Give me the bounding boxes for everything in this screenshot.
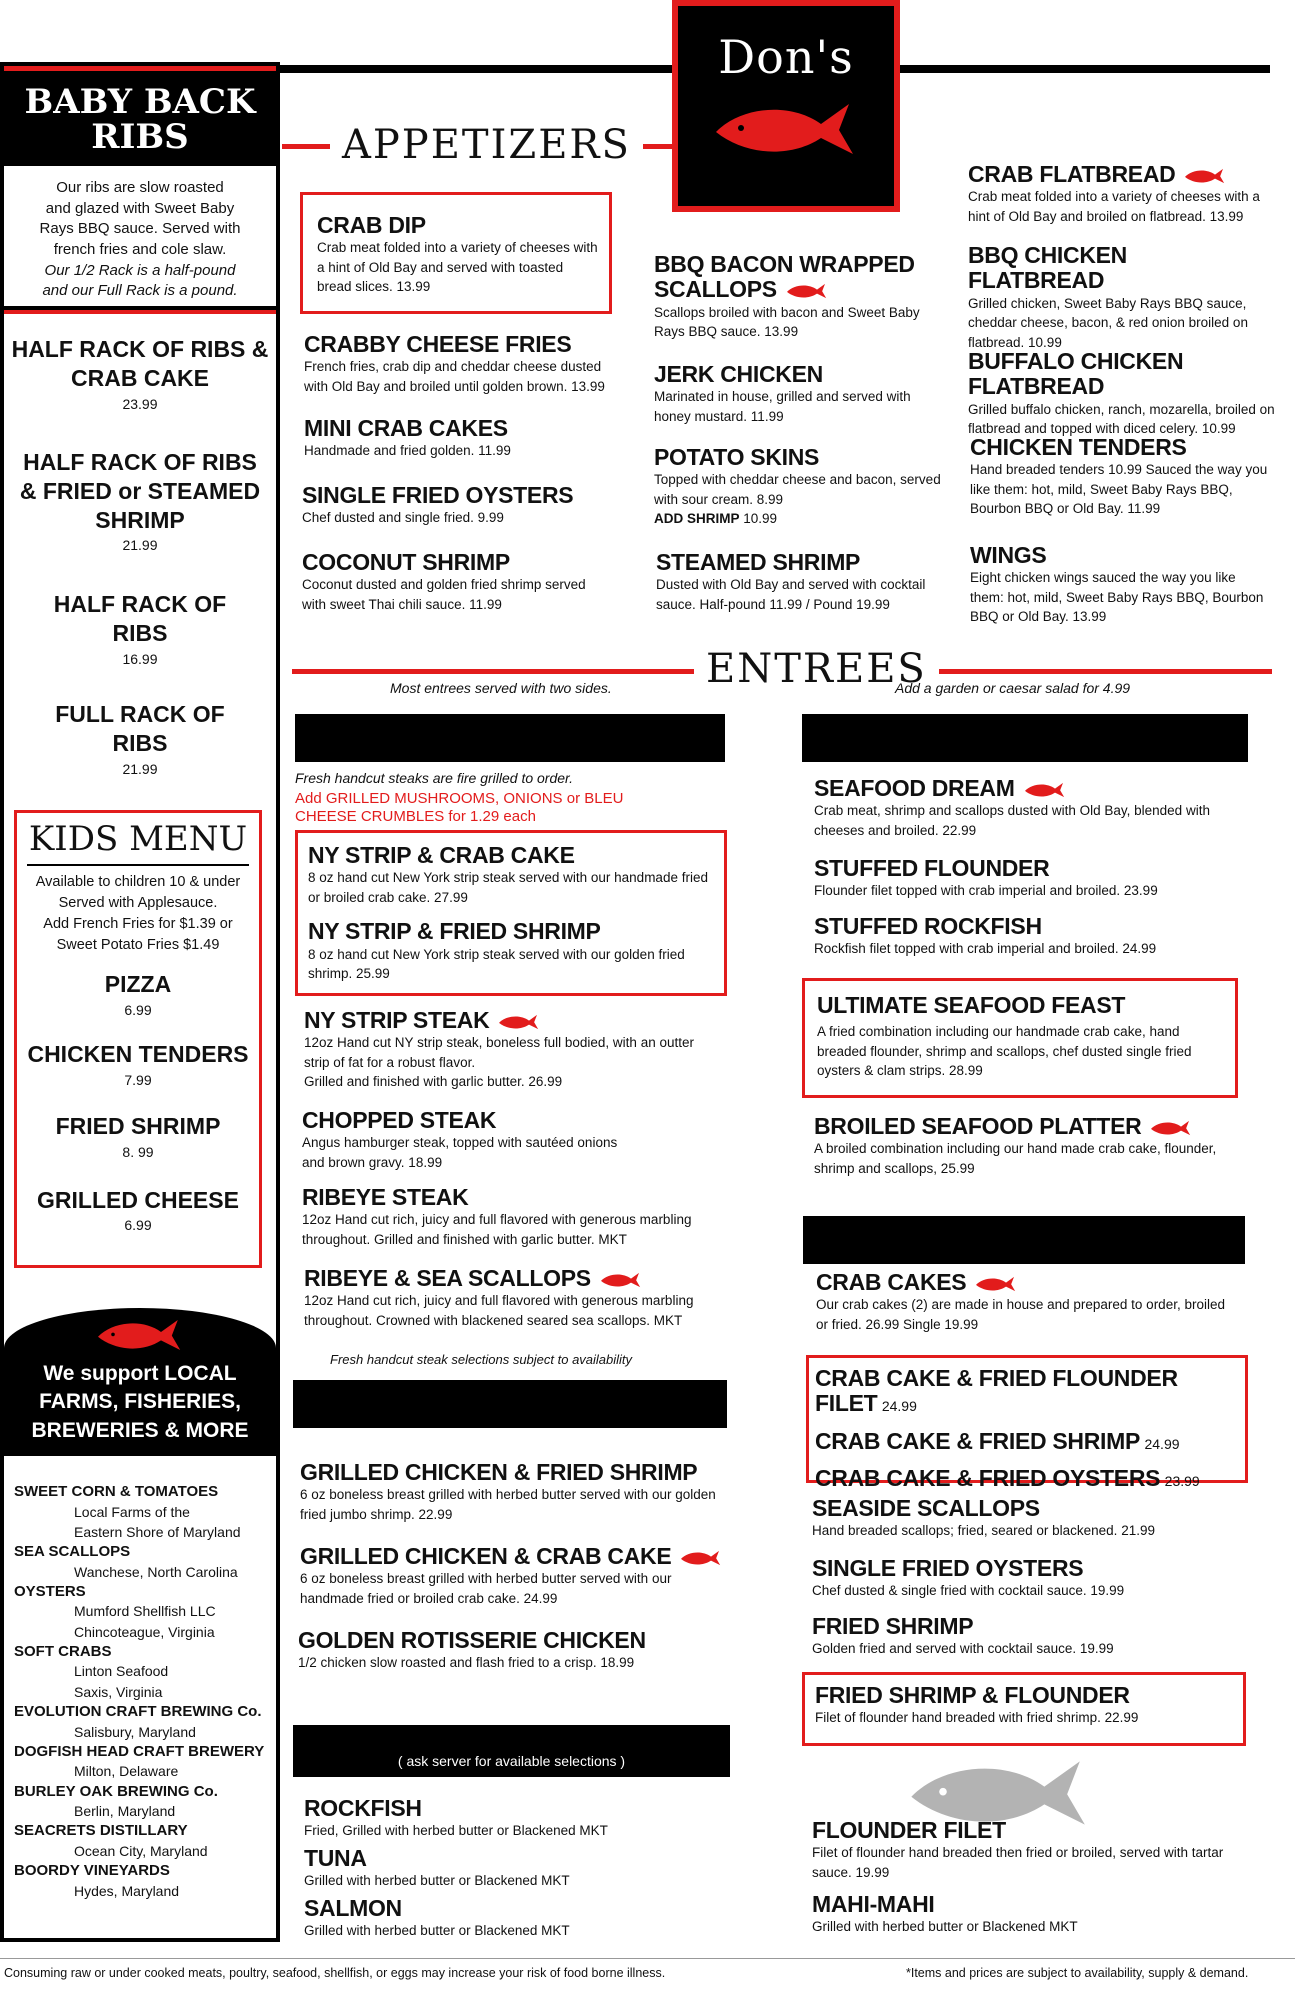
item-desc: Marinated in house, grilled and served with honey mustard. 11.99 [654, 389, 911, 424]
crab-bar [803, 1216, 1245, 1264]
extra-price: 10.99 [743, 511, 778, 527]
item-name: NY STRIP & FRIED SHRIMP [308, 918, 601, 945]
item-name: FRIED SHRIMP & FLOUNDER [815, 1682, 1130, 1708]
appetizer-item [654, 445, 944, 529]
item-desc: 6 oz boneless breast grilled with herbed butter served with our golden fried jumbo shrimp. 22.99 [300, 1487, 716, 1522]
ribs-description [10, 178, 270, 302]
farm-item [14, 1482, 276, 1542]
appetizer-item [968, 349, 1288, 439]
farm-name: SEACRETS DISTILLARY [14, 1822, 188, 1840]
item-desc: 6 oz boneless breast grilled with herbed butter served with our handmade fried or broiled crab cake. 24.99 [300, 1571, 672, 1606]
item-name: FLOUNDER FILET [812, 1817, 1006, 1843]
item-name: SALMON [304, 1895, 402, 1921]
steak-item [304, 1008, 704, 1092]
entrees-note-left: Most entrees served with two sides. [390, 680, 612, 696]
item-name: STUFFED FLOUNDER [814, 855, 1050, 881]
fish-icon [599, 1270, 643, 1290]
item-name: BUFFALO CHICKEN FLATBREAD [968, 348, 1184, 400]
rib-item-price: 23.99 [122, 395, 158, 412]
chicken-item [300, 1460, 730, 1524]
item-name: STUFFED ROCKFISH [814, 913, 1042, 939]
seafood-item [814, 914, 1234, 959]
rib-item [10, 335, 270, 412]
farm-item [14, 1821, 276, 1861]
kids-item-price: 7.99 [124, 1071, 152, 1088]
footer-left: Consuming raw or under cooked meats, poultry, seafood, shellfish, or eggs may increase your risk of food borne illness. [4, 1966, 666, 1980]
farm-name: DOGFISH HEAD CRAFT BREWERY [14, 1742, 265, 1760]
appetizer-item [968, 162, 1268, 226]
rib-item-name-3: SHRIMP [95, 506, 185, 533]
item-desc: 8 oz hand cut New York strip steak served with our handmade fried or broiled crab cake. 27.99 [308, 870, 708, 905]
steak-item [302, 1185, 722, 1249]
crab-dip-box [300, 192, 612, 314]
ribs-desc-2: and glazed with Sweet Baby [45, 199, 235, 217]
crab-combo-box [806, 1355, 1248, 1491]
item-desc-2: Grilled and finished with garlic butter. 26.99 [304, 1074, 563, 1090]
item-name: FRIED SHRIMP [812, 1613, 974, 1639]
seafood-item [812, 1892, 1232, 1937]
farm-location: Eastern Shore of Maryland [74, 1523, 241, 1540]
item-name-text: CRAB FLATBREAD [968, 161, 1176, 187]
farm-location: Mumford Shellfish LLC [74, 1603, 216, 1620]
appetizer-item [302, 483, 624, 528]
farm-location: Milton, Delaware [74, 1763, 179, 1780]
farm-item [14, 1742, 276, 1782]
feast-box [802, 978, 1238, 1098]
farm-name: OYSTERS [14, 1582, 86, 1600]
farm-location: Ocean City, Maryland [74, 1842, 208, 1859]
seafood-item [812, 1496, 1232, 1541]
item-name: CHOPPED STEAK [302, 1107, 497, 1133]
item-desc: 8 oz hand cut New York strip steak served with our golden fried shrimp. 25.99 [308, 946, 685, 982]
item-desc: Golden fried and served with cocktail sauce. 19.99 [812, 1641, 1114, 1657]
item-desc: A broiled combination including our hand made crab cake, flounder, shrimp and scallops, 25.99 [814, 1141, 1217, 1176]
item-extra [654, 509, 944, 529]
fish-icon [1149, 1118, 1193, 1138]
item-desc: Rockfish filet topped with crab imperial and broiled. 24.99 [814, 941, 1157, 957]
kids-item-name: PIZZA [104, 971, 172, 998]
steak-footer: Fresh handcut steak selections subject to availability [330, 1352, 633, 1367]
fish-icon [497, 1012, 541, 1032]
appetizer-item [970, 543, 1270, 627]
farm-name: SEA SCALLOPS [14, 1543, 131, 1561]
ribs-desc-6: and our Full Rack is a pound. [42, 282, 238, 300]
item-name: ULTIMATE SEAFOOD FEAST [817, 992, 1126, 1018]
item-desc: Chef dusted and single fried. 9.99 [302, 510, 504, 526]
appetizer-item [968, 243, 1268, 352]
shrimp-flounder-box [802, 1672, 1246, 1746]
ribs-desc-3: Rays BBQ sauce. Served with [39, 220, 241, 238]
fish-icon [974, 1274, 1018, 1294]
kids-title: KIDS MENU [28, 819, 248, 859]
rib-item-name-2: RIBS [112, 729, 168, 756]
item-desc: Crab meat, shrimp and scallops dusted with Old Bay, blended with cheeses and broiled. 22.99 [814, 803, 1210, 838]
local-line-3: BREWERIES & MORE [31, 1418, 249, 1442]
farm-location: Linton Seafood [74, 1663, 169, 1680]
ribs-title-1: BABY BACK [24, 82, 256, 122]
rib-item-name-2: CRAB CAKE [71, 364, 209, 391]
farm-name: SOFT CRABS [14, 1642, 112, 1660]
item-name [654, 252, 944, 303]
item-desc: Scallops broiled with bacon and Sweet Baby Rays BBQ sauce. 13.99 [654, 304, 920, 340]
rib-item-name-1: FULL RACK OF [55, 701, 225, 727]
steak-item [308, 919, 716, 983]
appetizer-item [304, 416, 626, 461]
item-name: CRAB CAKE & FRIED OYSTERS [815, 1464, 1161, 1491]
kids-desc-4: Sweet Potato Fries $1.49 [56, 937, 220, 954]
seafood-item [812, 1556, 1232, 1601]
fish-icon [785, 281, 829, 301]
farm-location: Local Farms of the [74, 1503, 190, 1520]
item-name: POTATO SKINS [654, 444, 820, 470]
seafood-item [812, 1614, 1232, 1659]
kids-item-name: FRIED SHRIMP [55, 1112, 221, 1139]
item-desc: French fries, crab dip and cheddar cheese dusted with Old Bay and broiled until golden brown. 13.99 [304, 359, 605, 394]
appetizer-item [970, 435, 1270, 519]
kids-item [17, 1112, 259, 1160]
appetizer-item [302, 550, 612, 614]
local-line-1: We support LOCAL [43, 1362, 237, 1385]
kids-item-name: CHICKEN TENDERS [27, 1041, 249, 1068]
farm-item [14, 1702, 276, 1742]
farm-item [14, 1861, 276, 1901]
item-name: GOLDEN ROTISSERIE CHICKEN [298, 1627, 646, 1653]
item-desc: Our crab cakes (2) are made in house and prepared to order, broiled or fried. 26.99 Single 19.99 [816, 1297, 1225, 1332]
item-desc: Grilled with herbed butter or Blackened MKT [304, 1873, 570, 1889]
item-name: GRILLED CHICKEN & FRIED SHRIMP [300, 1459, 698, 1485]
chicken-item [300, 1544, 730, 1608]
steak-combo-box [295, 830, 727, 996]
ribs-title-2: RIBS [91, 117, 189, 157]
appetizer-item [654, 362, 944, 426]
item-price: 24.99 [1144, 1435, 1180, 1452]
entrees-note-right: Add a garden or caesar salad for 4.99 [895, 680, 1131, 696]
item-name: MINI CRAB CAKES [304, 415, 508, 441]
item-price: 24.99 [881, 1398, 917, 1415]
logo [672, 0, 900, 212]
item-name: SINGLE FRIED OYSTERS [302, 482, 574, 508]
item-name: SEASIDE SCALLOPS [812, 1495, 1040, 1521]
item-name: NY STRIP & CRAB CAKE [308, 842, 575, 868]
farm-location: Saxis, Virginia [74, 1683, 163, 1700]
farm-item [14, 1642, 276, 1702]
ribs-desc-4: french fries and cole slaw. [53, 241, 227, 259]
kids-item-price: 6.99 [124, 1217, 152, 1234]
item-name: CRAB CAKE & FRIED SHRIMP [815, 1427, 1141, 1454]
item-name [816, 1270, 1236, 1295]
farm-item [14, 1582, 276, 1642]
rib-item-name-1: HALF RACK OF [53, 591, 227, 617]
item-desc: 12oz Hand cut rich, juicy and full flavored with generous marbling throughout. Crowned with blackened seared sea scallops. MKT [304, 1293, 694, 1328]
appetizer-item [654, 252, 944, 342]
farm-item [14, 1542, 276, 1582]
chicken-bar [293, 1380, 727, 1428]
steak-addon: Add GRILLED MUSHROOMS, ONIONS or BLEU CHEESE CRUMBLES for 1.29 each [295, 790, 624, 825]
farm-name: EVOLUTION CRAFT BREWING Co. [14, 1703, 262, 1721]
farm-list [14, 1482, 276, 1901]
item-desc: Grilled buffalo chicken, ranch, mozarella, broiled on flatbread and topped with diced celery. 10.99 [968, 401, 1275, 437]
footer-rule [0, 1958, 1295, 1959]
rib-item [10, 590, 270, 667]
combo-item [815, 1366, 1239, 1417]
logo-text: Don's [718, 30, 854, 84]
seafood-item [816, 1270, 1236, 1334]
ribs-header [4, 66, 276, 166]
rib-item [10, 700, 270, 777]
item-desc: 12oz Hand cut NY strip steak, boneless full bodied, with an outter strip of fat for a robust flavor. [304, 1035, 694, 1070]
fish-icon [679, 1548, 723, 1568]
item-name: CHICKEN TENDERS [970, 434, 1187, 460]
fish-icon [95, 1314, 185, 1356]
kids-desc-3: Add French Fries for $1.39 or [43, 916, 233, 933]
item-name-text: CRAB CAKES [816, 1269, 967, 1295]
kids-menu [14, 810, 262, 1268]
rib-item-price: 21.99 [122, 760, 158, 777]
farm-location: Hydes, Maryland [74, 1882, 180, 1899]
item-name [814, 776, 1234, 801]
rib-item-name-1: HALF RACK OF RIBS [23, 449, 257, 475]
farm-name: BOORDY VINEYARDS [14, 1862, 170, 1880]
extra-label: ADD SHRIMP [654, 511, 740, 527]
fish-icon [1023, 780, 1067, 800]
kids-item [17, 1040, 259, 1088]
item-name: BBQ CHICKEN FLATBREAD [968, 242, 1127, 294]
fish-item [304, 1846, 724, 1891]
item-desc: Fried, Grilled with herbed butter or Blackened MKT [304, 1823, 608, 1839]
item-desc: 1/2 chicken slow roasted and flash fried to a crisp. 18.99 [298, 1655, 635, 1671]
item-name-text: NY STRIP STEAK [304, 1007, 490, 1033]
item-desc: Flounder filet topped with crab imperial and broiled. 23.99 [814, 883, 1158, 899]
item-desc: Filet of flounder hand breaded then fried or broiled, served with tartar sauce. 19.99 [812, 1845, 1224, 1880]
item-name: ROCKFISH [304, 1795, 422, 1821]
appetizer-item [304, 332, 626, 396]
item-name: TUNA [304, 1845, 367, 1871]
fish-icon [1183, 166, 1227, 186]
rib-item [10, 448, 270, 553]
kids-desc-2: Served with Applesauce. [58, 895, 218, 912]
item-name: CRABBY CHEESE FRIES [304, 331, 572, 357]
item-name-text: BROILED SEAFOOD PLATTER [814, 1113, 1142, 1139]
steak-item [302, 1108, 632, 1172]
rib-item-name-2: RIBS [112, 619, 168, 646]
item-desc: Eight chicken wings sauced the way you like them: hot, mild, Sweet Baby Rays BBQ, Bourbon BBQ or Old Bay. 13.99 [970, 570, 1264, 625]
kids-desc-1: Available to children 10 & under [35, 874, 241, 891]
farm-name: BURLEY OAK BREWING Co. [14, 1782, 218, 1800]
item-name [304, 1008, 704, 1033]
kids-item [17, 970, 259, 1018]
fish-item [304, 1896, 724, 1941]
item-name-text: SEAFOOD DREAM [814, 775, 1015, 801]
steak-item [304, 1266, 724, 1330]
item-name: CRAB CAKE & FRIED FLOUNDER FILET [815, 1365, 1178, 1417]
item-price: 23.99 [1164, 1472, 1200, 1489]
item-name: JERK CHICKEN [654, 361, 823, 387]
ribs-divider [4, 306, 276, 314]
item-name: SINGLE FRIED OYSTERS [812, 1555, 1084, 1581]
item-name-text: BBQ BACON WRAPPED SCALLOPS [654, 251, 915, 303]
item-desc: Chef dusted & single fried with cocktail sauce. 19.99 [812, 1583, 1125, 1599]
farm-name: SWEET CORN & TOMATOES [14, 1483, 219, 1500]
rib-item-price: 21.99 [122, 537, 158, 554]
farm-location: Salisbury, Maryland [74, 1723, 196, 1740]
item-name: COCONUT SHRIMP [302, 549, 510, 575]
combo-item [815, 1429, 1239, 1454]
seafood-bar [802, 714, 1248, 762]
fish-icon [711, 94, 861, 164]
farm-location: Wanchese, North Carolina [74, 1563, 238, 1580]
combo-item [815, 1466, 1239, 1491]
seafood-item [814, 856, 1234, 901]
seafood-item [812, 1818, 1232, 1882]
local-support [4, 1308, 276, 1456]
item-name-text: RIBEYE & SEA SCALLOPS [304, 1265, 591, 1291]
farm-location: Berlin, Maryland [74, 1803, 176, 1820]
item-desc: Hand breaded tenders 10.99 Sauced the way you like them: hot, mild, Sweet Baby Rays BBQ, Bourbon BBQ or Old Bay. 11.99 [970, 462, 1268, 517]
item-name: RIBEYE STEAK [302, 1184, 469, 1210]
kids-item-price: 6.99 [124, 1002, 152, 1019]
item-name [300, 1544, 730, 1569]
ribs-desc-5: Our 1/2 Rack is a half-pound [44, 261, 236, 279]
item-desc: A fried combination including our handmade crab cake, hand breaded flounder, shrimp and scallops, chef dusted single fried oysters & clam strips. 28.99 [817, 1024, 1192, 1079]
entrees-heading: ENTREES [694, 646, 939, 692]
item-name: WINGS [970, 542, 1047, 568]
kids-item-name: GRILLED CHEESE [37, 1186, 239, 1213]
kids-item-price: 8. 99 [122, 1143, 154, 1160]
chicken-item [298, 1628, 728, 1673]
item-desc: Coconut dusted and golden fried shrimp served with sweet Thai chili sauce. 11.99 [302, 577, 586, 612]
seafood-item [814, 1114, 1234, 1178]
rib-item-price: 16.99 [122, 650, 158, 667]
item-desc: Crab meat folded into a variety of cheeses with a hint of Old Bay and served with toasted bread slices. 13.99 [317, 240, 598, 295]
item-desc: Filet of flounder hand breaded with fried shrimp. 22.99 [815, 1710, 1139, 1726]
farm-location: Chincoteague, Virginia [74, 1623, 215, 1640]
item-desc: Grilled chicken, Sweet Baby Rays BBQ sauce, cheddar cheese, bacon, & red onion broiled on flatbread. 10.99 [968, 295, 1248, 350]
item-desc: Angus hamburger steak, topped with sautéed onions and brown gravy. 18.99 [302, 1135, 618, 1170]
appetizers-heading: APPETIZERS [330, 122, 643, 168]
item-desc: Crab meat folded into a variety of cheeses with a hint of Old Bay and broiled on flatbread. 13.99 [968, 189, 1260, 224]
item-desc: Grilled with herbed butter or Blackened MKT [812, 1919, 1078, 1935]
item-name: MAHI-MAHI [812, 1891, 935, 1917]
item-desc: Handmade and fried golden. 11.99 [304, 443, 511, 459]
farm-item [14, 1782, 276, 1822]
item-desc: Hand breaded scallops; fried, seared or blackened. 21.99 [812, 1523, 1155, 1539]
kids-item [17, 1186, 259, 1234]
item-desc: Dusted with Old Bay and served with cocktail sauce. Half-pound 11.99 / Pound 19.99 [656, 577, 926, 612]
fish-bar-note: ( ask server for available selections ) [397, 1753, 626, 1769]
item-name: STEAMED SHRIMP [656, 549, 861, 575]
appetizer-item [656, 550, 946, 614]
item-desc: 12oz Hand cut rich, juicy and full flavored with generous marbling throughout. Grilled and finished with garlic butter. MKT [302, 1212, 692, 1247]
steak-intro: Fresh handcut steaks are fire grilled to order. [295, 770, 574, 786]
rib-item-name-2: & FRIED or STEAMED [19, 477, 261, 504]
item-name [968, 162, 1268, 187]
footer-right: *Items and prices are subject to availability, supply & demand. [906, 1966, 1249, 1980]
ribs-desc-1: Our ribs are slow roasted [56, 179, 224, 196]
item-name: CRAB DIP [317, 212, 426, 238]
fish-item [304, 1796, 724, 1841]
item-name [814, 1114, 1234, 1139]
steaks-bar [295, 714, 725, 762]
local-line-2: FARMS, FISHERIES, [39, 1390, 241, 1414]
item-name-text: GRILLED CHICKEN & CRAB CAKE [300, 1543, 672, 1569]
steak-item [308, 843, 716, 907]
item-name [304, 1266, 724, 1291]
seafood-item [814, 776, 1234, 840]
item-desc: Topped with cheddar cheese and bacon, served with sour cream. 8.99 [654, 472, 941, 507]
fish-bar [293, 1725, 730, 1777]
rib-item-name-1: HALF RACK OF RIBS & [11, 336, 269, 362]
item-desc: Grilled with herbed butter or Blackened MKT [304, 1923, 570, 1939]
